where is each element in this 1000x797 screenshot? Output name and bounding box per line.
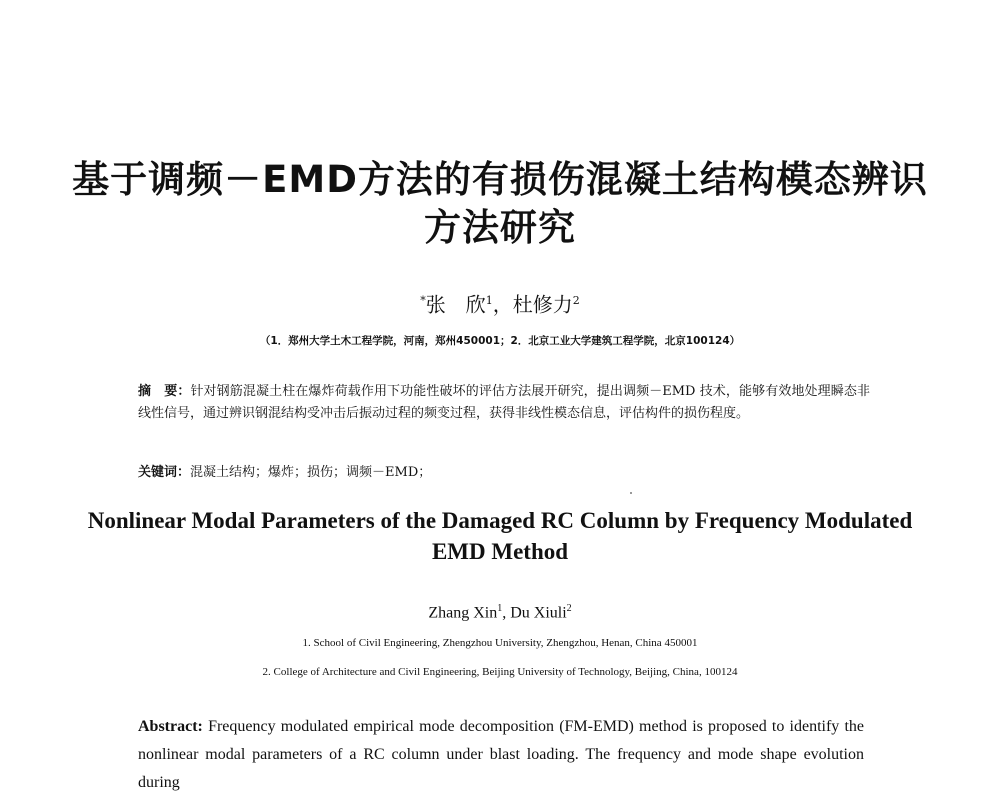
- cn-author-1-affil-mark: 1: [485, 294, 493, 307]
- cn-abstract-label: 摘 要：: [138, 384, 191, 399]
- cn-title-line-2: 方法研究: [424, 206, 576, 249]
- en-author-1: Zhang Xin: [428, 604, 498, 622]
- corresponding-author-mark: *: [420, 294, 426, 307]
- cn-abstract-text: 针对钢筋混凝土柱在爆炸荷载作用下功能性破坏的评估方法展开研究，提出调频－EMD 技术，能够有效地处理瞬态非线性信号，通过辨识钢混结构受冲击后振动过程的频变过程，获得非线性模态信息，评估构件的损伤程度。: [138, 384, 870, 421]
- en-author-separator: ,: [502, 604, 511, 622]
- cn-keywords-label: 关键词：: [138, 465, 191, 480]
- en-abstract-text: Frequency modulated empirical mode decomposition (FM-EMD) method is proposed to identify the nonlinear modal parameters of a RC column under blast loading. The frequency and mode shape evolution during: [138, 718, 865, 791]
- en-author-1-affil-mark: 1: [497, 603, 503, 614]
- cn-author-2: 杜修力: [512, 292, 573, 317]
- en-title-line-1: Nonlinear Modal Parameters of the Damaged RC Column by Frequency Modulated: [87, 508, 913, 533]
- cn-title-line-1: 基于调频－EMD方法的有损伤混凝土结构模态辨识: [72, 158, 928, 201]
- cn-author-1: 张 欣: [425, 292, 486, 317]
- cn-abstract: [138, 381, 870, 425]
- scan-speck: [630, 492, 632, 494]
- en-affiliation-2: 2. College of Architecture and Civil Engineering, Beijing University of Technology, Beijing, China, 100124: [262, 666, 738, 678]
- en-author-2-affil-mark: 2: [566, 603, 572, 614]
- cn-affiliations: （1．郑州大学土木工程学院，河南，郑州450001；2．北京工业大学建筑工程学院，北京100124）: [259, 335, 741, 347]
- cn-keywords-text: 混凝土结构；爆炸；损伤；调频－EMD；: [190, 465, 432, 480]
- en-abstract: [138, 713, 864, 797]
- en-affiliation-1: 1. School of Civil Engineering, Zhengzhou University, Zhengzhou, Henan, China 450001: [302, 637, 698, 649]
- cn-keywords: [138, 463, 870, 483]
- en-author-2: Du Xiuli: [510, 604, 567, 622]
- en-abstract-label: Abstract:: [138, 718, 203, 735]
- cn-author-separator: ，: [492, 292, 513, 317]
- cn-authors: [0, 288, 1000, 318]
- cn-author-2-affil-mark: 2: [572, 294, 580, 307]
- en-title-line-2: EMD Method: [431, 539, 569, 564]
- en-authors: [0, 598, 1000, 624]
